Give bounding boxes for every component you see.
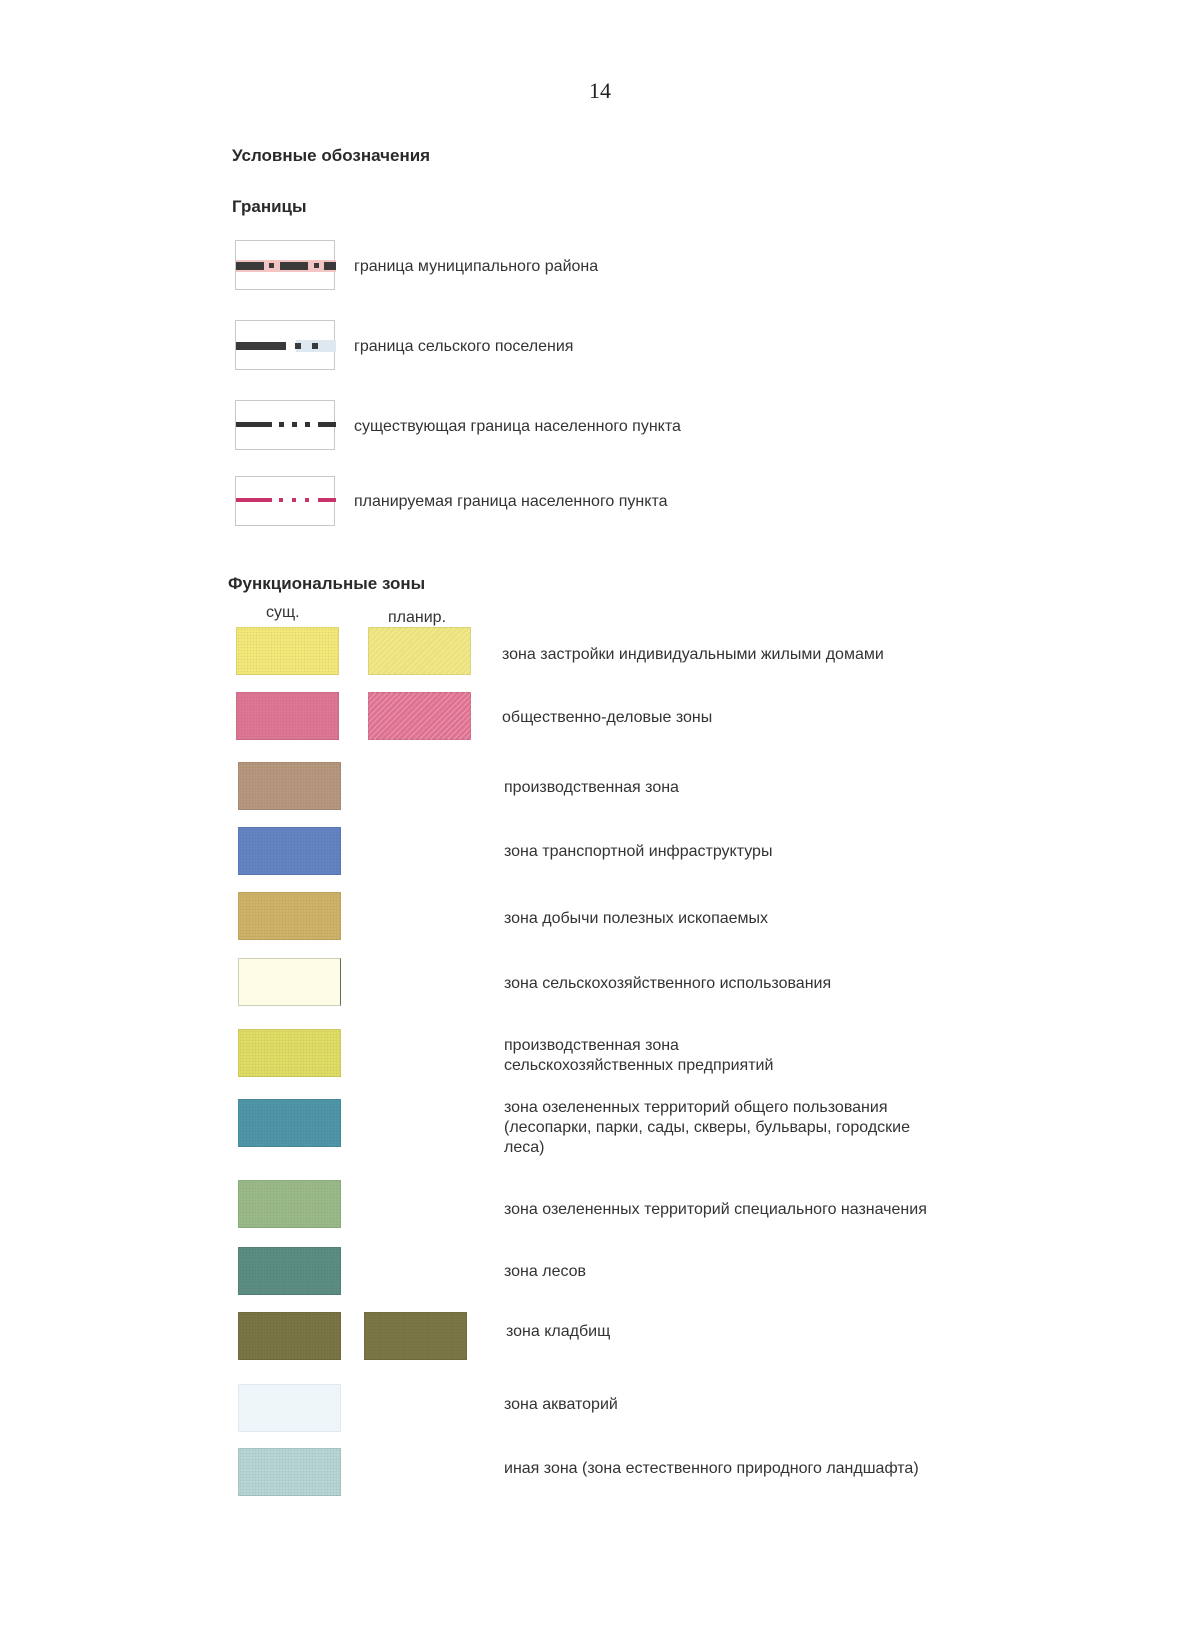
transport-infrastructure-zone-swatch	[238, 827, 341, 875]
existing-locality-boundary-label: существующая граница населенного пункта	[354, 418, 681, 435]
cemetery-zone-existing-swatch	[238, 1312, 341, 1360]
planned-column-header: планир.	[388, 609, 447, 626]
planned-locality-boundary-swatch	[235, 476, 335, 526]
existing-column-header: сущ.	[266, 604, 300, 621]
industrial-zone-label: производственная зона	[504, 779, 679, 796]
individual-housing-zone-planned-swatch	[368, 627, 471, 675]
boundaries-section-title: Границы	[232, 197, 307, 216]
rural-settlement-boundary-line-icon	[236, 321, 336, 371]
municipal-district-boundary-line-icon	[236, 241, 336, 291]
natural-landscape-zone-swatch	[238, 1448, 341, 1496]
mining-zone-swatch	[238, 892, 341, 940]
public-green-zone-label: зона озелененных территорий общего пользования (лесопарки, парки, сады, скверы, бульвары, городские леса)	[504, 1099, 910, 1156]
municipal-district-boundary-label: граница муниципального района	[354, 258, 599, 275]
water-area-zone-label: зона акваторий	[504, 1396, 618, 1413]
existing-locality-boundary-line-icon	[236, 401, 336, 451]
page-number: 14	[589, 78, 611, 103]
public-business-zone-existing-swatch	[236, 692, 339, 740]
rural-settlement-boundary-label: граница сельского поселения	[354, 338, 574, 355]
water-area-zone-swatch	[238, 1384, 341, 1432]
special-green-zone-label: зона озелененных территорий специального назначения	[504, 1201, 927, 1218]
planned-locality-boundary-label: планируемая граница населенного пункта	[354, 493, 668, 510]
agricultural-industrial-zone-swatch	[238, 1029, 341, 1077]
functional-zones-section-title: Функциональные зоны	[228, 574, 426, 593]
forest-zone-swatch	[238, 1247, 341, 1295]
rural-settlement-boundary-swatch	[235, 320, 335, 370]
municipal-district-boundary-swatch	[235, 240, 335, 290]
legend-title: Условные обозначения	[232, 146, 431, 165]
agricultural-industrial-zone-label: производственная зона сельскохозяйственных предприятий	[504, 1037, 774, 1074]
forest-zone-label: зона лесов	[504, 1263, 587, 1280]
industrial-zone-swatch	[238, 762, 341, 810]
agricultural-use-zone-swatch	[238, 958, 341, 1006]
individual-housing-zone-existing-swatch	[236, 627, 339, 675]
public-business-zone-planned-swatch	[368, 692, 471, 740]
natural-landscape-zone-label: иная зона (зона естественного природного ландшафта)	[504, 1460, 919, 1477]
cemetery-zone-planned-swatch	[364, 1312, 467, 1360]
public-green-zone-swatch	[238, 1099, 341, 1147]
mining-zone-label: зона добычи полезных ископаемых	[504, 910, 769, 927]
special-green-zone-swatch	[238, 1180, 341, 1228]
planned-locality-boundary-line-icon	[236, 477, 336, 527]
cemetery-zone-label: зона кладбищ	[506, 1323, 611, 1340]
transport-infrastructure-zone-label: зона транспортной инфраструктуры	[504, 843, 773, 860]
existing-locality-boundary-swatch	[235, 400, 335, 450]
public-business-zone-label: общественно-деловые зоны	[502, 709, 713, 726]
individual-housing-zone-label: зона застройки индивидуальными жилыми домами	[502, 646, 884, 663]
agricultural-use-zone-label: зона сельскохозяйственного использования	[504, 975, 832, 992]
